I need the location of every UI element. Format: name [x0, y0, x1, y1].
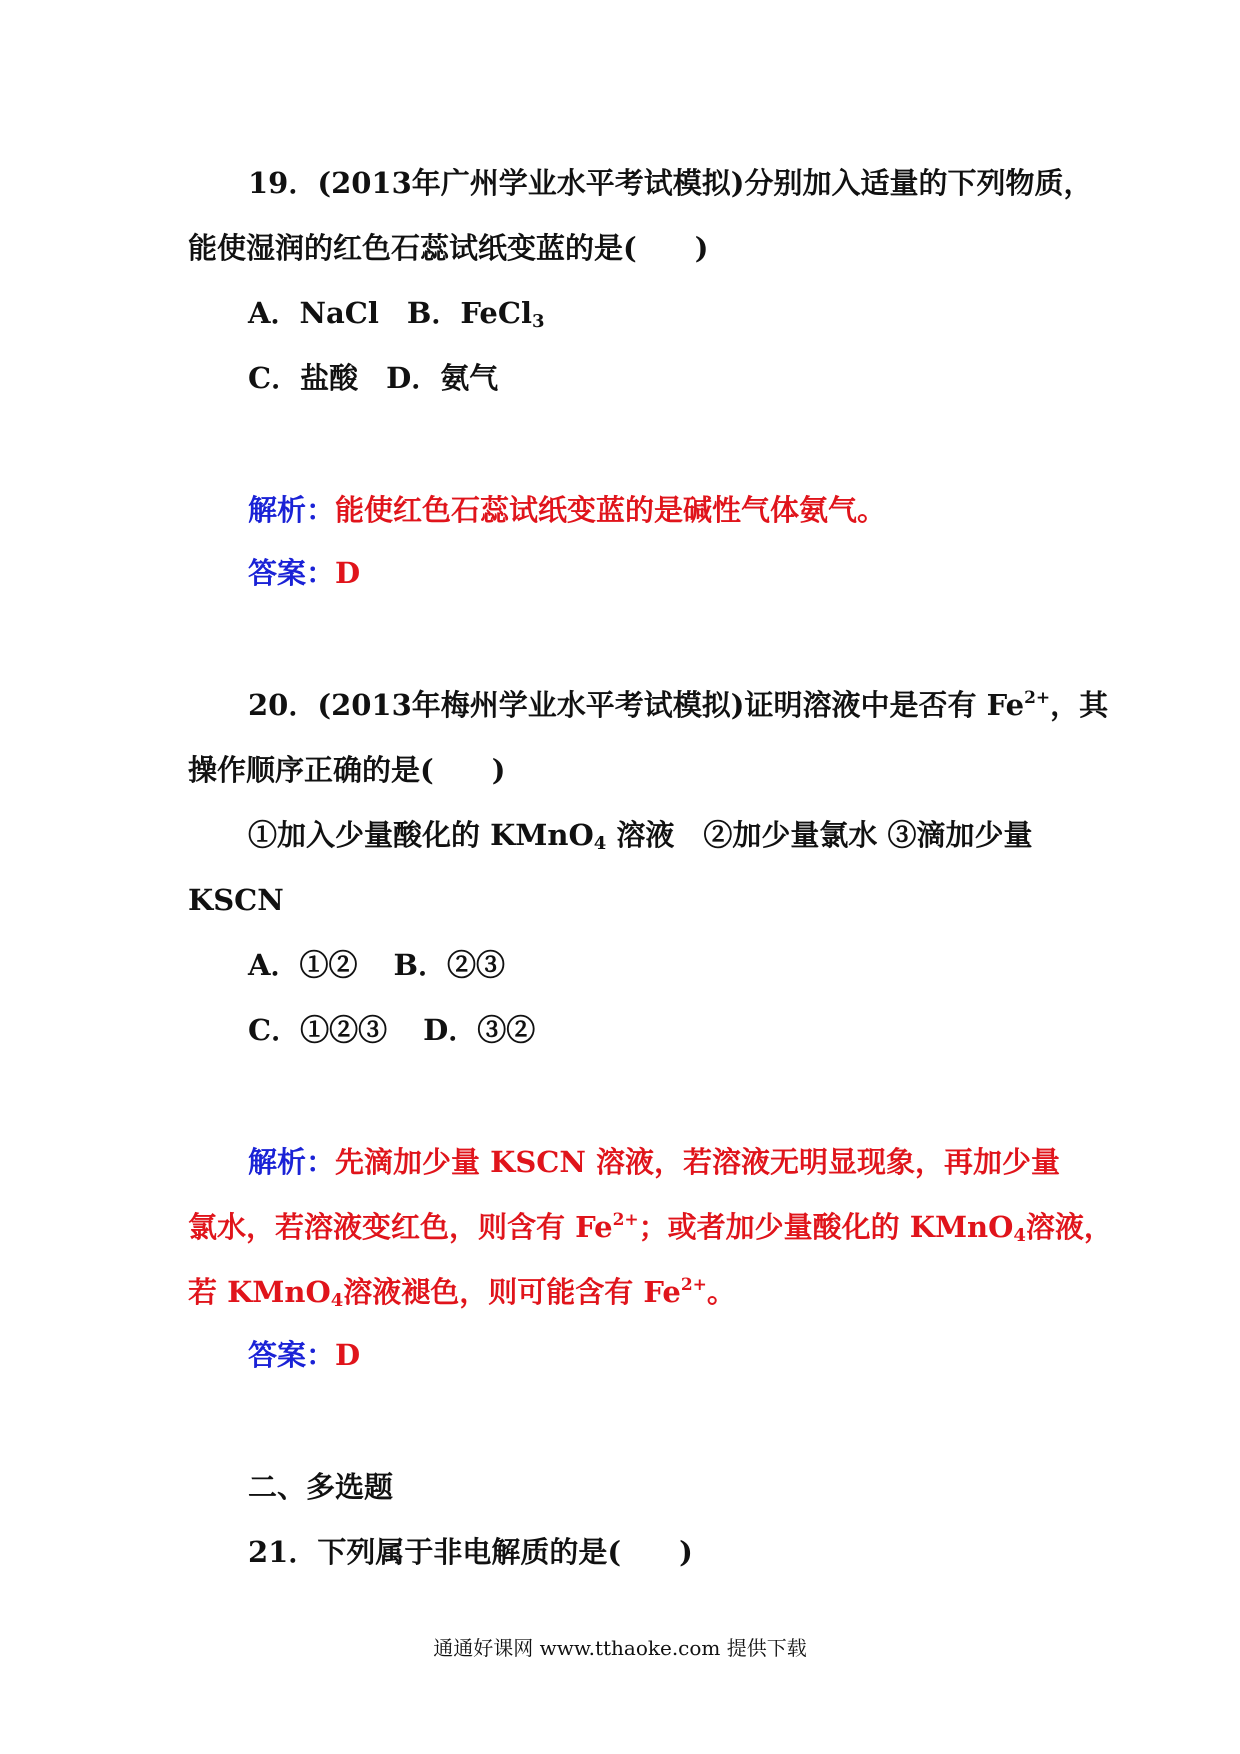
q20-analysis-line2: 氯水，若溶液变红色，则含有 $Fe^{2+}$；或者加少量酸化的 KMnO$_4$溶液， [188, 1210, 1113, 1246]
q20-analysis-label: 解析： [248, 1145, 336, 1179]
q20-answer-value: D [335, 1338, 361, 1372]
q19-option-a: A．NaCl [248, 296, 379, 330]
q20-steps-line2: KSCN [188, 883, 284, 917]
q20-stem-line1: 20．(2013年梅州学业水平考试模拟)证明溶液中是否有 $Fe^{2+}$，其 [248, 688, 1109, 722]
section-heading: 二、多选题 [248, 1470, 394, 1504]
q19-answer-label: 答案： [248, 556, 336, 590]
q20-steps-line: ①加入少量酸化的 KMnO$_4$ 溶液 ②加少量氯水 ③滴加少量 [248, 818, 1033, 854]
q20-answer [248, 1335, 360, 1375]
q19-stem-line1: 19．(2013年广州学业水平考试模拟)分别加入适量的下列物质， [248, 166, 1093, 200]
q20-option-d: D．③② [423, 1013, 536, 1047]
q19-options-ab [248, 293, 545, 333]
q19-option-c: C．盐酸 [248, 361, 359, 395]
q20-analysis-line3: 若 KMnO$_4$溶液褪色，则可能含有 $Fe^{2+}$。 [188, 1275, 736, 1311]
q20-stem-line2: 操作顺序正确的是( ) [188, 753, 506, 787]
q20-option-b: B．②③ [393, 948, 506, 982]
q20-options-cd [248, 1010, 535, 1050]
q20-answer-label: 答案： [248, 1338, 336, 1372]
q19-analysis [248, 490, 886, 530]
q20-options-ab [248, 945, 505, 985]
q20-option-c: C．①②③ [248, 1013, 388, 1047]
q19-answer-value: D [335, 556, 361, 590]
page-footer: 通通好课网 www.tthaoke.com 提供下载 [433, 1636, 807, 1660]
q19-option-b: B．FeCl$_3$ [406, 296, 545, 332]
q21-stem: 21．下列属于非电解质的是( ) [248, 1535, 693, 1569]
q19-options-cd [248, 358, 498, 398]
q19-analysis-text: 能使红色石蕊试纸变蓝的是碱性气体氨气。 [335, 493, 887, 527]
q19-analysis-label: 解析： [248, 493, 336, 527]
q20-analysis-line1: 解析：先滴加少量 KSCN 溶液，若溶液无明显现象，再加少量 [248, 1145, 1060, 1179]
q19-answer [248, 553, 360, 593]
q19-stem-line2: 能使湿润的红色石蕊试纸变蓝的是( ) [188, 231, 709, 265]
q19-option-d: D．氨气 [386, 361, 499, 395]
q20-option-a: A．①② [248, 948, 358, 982]
